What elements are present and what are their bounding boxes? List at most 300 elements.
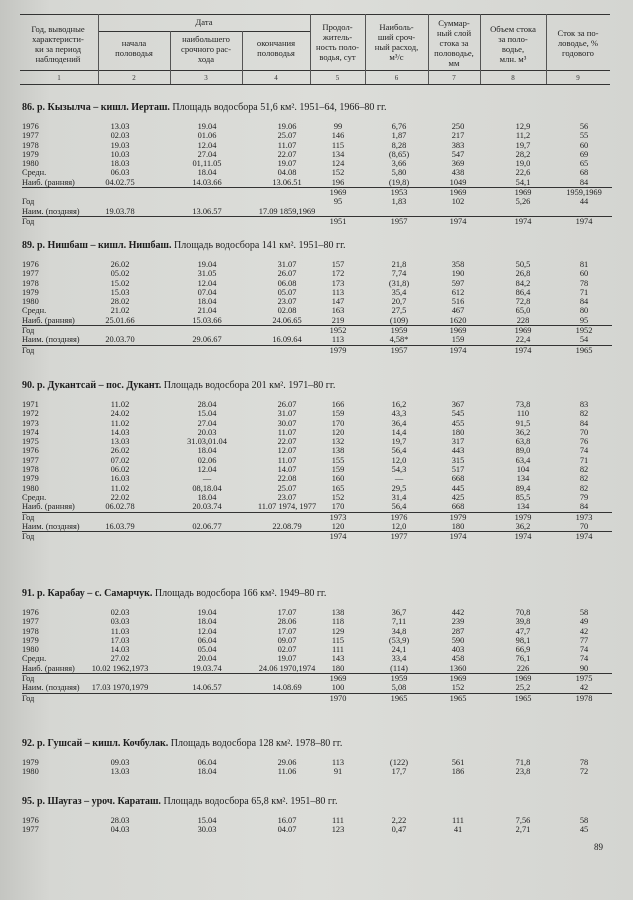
col-number: 9 [576, 74, 580, 82]
table-cell: 1959 [390, 674, 408, 684]
header-line: Наиболь- [379, 22, 414, 32]
row-label: Год [22, 326, 35, 336]
station-river: р. Карабау – с. Самарчук. [37, 588, 153, 599]
table-row [22, 456, 612, 465]
table-cell: 22.02 [110, 492, 130, 502]
table-cell: 28.06 [277, 617, 297, 627]
table-cell: 155 [331, 455, 345, 465]
row-label: 1979 [22, 287, 39, 297]
header-line: водья, сут [319, 52, 356, 62]
table-cell: 226 [516, 663, 530, 673]
table-row [22, 122, 612, 131]
table-cell: 1620 [449, 315, 467, 325]
row-label: 1980 [22, 767, 39, 777]
station-river: р. Дукантсай – пос. Дукант. [37, 380, 162, 391]
station-section [22, 240, 612, 355]
table-cell: 17.07 [277, 608, 297, 617]
row-label: 1977 [22, 617, 39, 627]
table-cell: 134 [516, 502, 530, 512]
table-cell: 12.04 [197, 278, 217, 288]
table-row [22, 446, 612, 455]
row-label: 1980 [22, 483, 39, 493]
table-cell: 1974 [449, 345, 467, 355]
table-cell: 66,9 [515, 645, 531, 655]
table-cell: 24.02 [110, 409, 130, 419]
header-line: годового [562, 48, 594, 58]
station-number: 92. [22, 738, 35, 749]
header-line: половодья [115, 48, 153, 58]
header-line: млн. м³ [499, 54, 527, 64]
table-cell: 12.04 [197, 140, 217, 150]
table-cell: 84 [579, 418, 589, 428]
table-cell: 11.07 1974, 1977 [257, 502, 317, 512]
table-cell: 91,5 [515, 418, 531, 428]
table-cell: 547 [451, 149, 465, 159]
table-cell: 134 [516, 474, 530, 484]
table-cell: 13.03 [110, 767, 130, 777]
table-cell: 1959,1969 [566, 188, 602, 198]
table-row [22, 187, 612, 197]
table-cell: 26.07 [277, 269, 297, 279]
header-date-group: Дата [195, 17, 213, 27]
table-cell: 19,7 [391, 437, 407, 447]
table-cell: 11.07 [277, 427, 297, 437]
station-title [22, 738, 612, 750]
table-cell: 65,0 [515, 306, 531, 316]
page-number: 89 [594, 842, 603, 852]
table-cell: 597 [451, 278, 465, 288]
date-group-rule [98, 31, 310, 32]
table-cell: 72,8 [515, 297, 531, 307]
table-cell: 19.06 [277, 122, 297, 131]
table-cell: 1974 [449, 216, 467, 226]
table-cell: 612 [451, 287, 465, 297]
table-row [22, 767, 612, 776]
table-cell: 31,4 [391, 492, 407, 502]
table-cell: 45 [579, 825, 589, 835]
table-cell: 02.07 [277, 645, 297, 655]
table-cell: 110 [516, 409, 530, 419]
table-cell: 89,4 [515, 483, 531, 493]
station-number: 90. [22, 380, 35, 391]
table-cell: 24,1 [391, 645, 407, 655]
header-line: ловодье, % [557, 38, 599, 48]
table-cell: 172 [331, 269, 345, 279]
table-cell: 25,2 [515, 683, 531, 693]
row-label: 1979 [22, 758, 39, 767]
col-number: 2 [132, 74, 136, 82]
row-label: 1978 [22, 465, 39, 475]
table-cell: 31.07 [277, 260, 297, 269]
table-cell: 1973 [329, 512, 347, 522]
table-cell: 22.08.79 [272, 521, 302, 531]
table-cell: 31.05 [197, 269, 217, 279]
table-cell: 11.03 [110, 626, 130, 636]
header-line: Объем стока [490, 24, 536, 34]
table-cell: 104 [516, 465, 530, 475]
table-cell: (19,8) [388, 177, 410, 187]
station-section [22, 796, 612, 835]
table-cell: 13.06.51 [272, 177, 302, 187]
table-cell: 82 [579, 465, 589, 475]
table-row [22, 654, 612, 663]
table-cell: 7,11 [391, 617, 407, 627]
table-cell: 668 [451, 502, 465, 512]
station-info: Площадь водосбора 141 км². 1951–80 гг. [174, 240, 346, 251]
table-cell: 1976 [390, 512, 408, 522]
station-title [22, 102, 612, 114]
col-number: 1 [57, 74, 61, 82]
table-cell: 11.02 [110, 400, 130, 409]
table-cell: 63,4 [515, 455, 531, 465]
table-row [22, 617, 612, 626]
row-label: 1973 [22, 418, 39, 428]
header-line: ший сроч- [377, 32, 416, 42]
table-cell: 28.02 [110, 297, 130, 307]
station-section [22, 588, 612, 703]
table-cell: 73,8 [515, 400, 531, 409]
table-cell: 1965 [449, 693, 467, 703]
table-cell: 98,1 [515, 635, 531, 645]
table-cell: 170 [331, 502, 345, 512]
table-cell: 20.03 [197, 427, 217, 437]
table-cell: 28.03 [110, 816, 130, 825]
table-cell: 19.03 [110, 140, 130, 150]
table-row [22, 279, 612, 288]
table-cell: 12,9 [515, 122, 531, 131]
table-cell: 06.04 [197, 758, 217, 767]
table-cell: 1969 [514, 188, 532, 198]
header-bottom-rule [20, 70, 610, 71]
row-label: 1975 [22, 437, 39, 447]
table-cell: 455 [451, 418, 465, 428]
table-cell: 16.03.79 [105, 521, 135, 531]
row-label: 1972 [22, 409, 39, 419]
table-cell: 70 [579, 521, 589, 531]
table-cell: 39,8 [515, 617, 531, 627]
row-label: 1977 [22, 269, 39, 279]
table-row [22, 216, 612, 226]
table-cell: 1965 [390, 693, 408, 703]
row-label: Наиб. (ранняя) [22, 315, 75, 325]
table-cell: 31.07 [277, 409, 297, 419]
table-cell: 55 [579, 131, 589, 141]
row-label: 1978 [22, 626, 39, 636]
table-cell: 36,7 [391, 608, 407, 617]
table-cell: 02.08 [277, 306, 297, 316]
table-cell: 19.03.78 [105, 206, 135, 216]
table-cell: 443 [451, 446, 465, 456]
table-cell: 166 [331, 400, 345, 409]
table-row [22, 197, 612, 206]
table-cell: 27.04 [197, 418, 217, 428]
table-cell: 358 [451, 260, 465, 269]
table-cell: 369 [451, 159, 465, 169]
row-label: Наиб. (ранняя) [22, 502, 75, 512]
table-cell: 17.09 1859,1969 [258, 206, 316, 216]
table-cell: 47,7 [515, 626, 531, 636]
table-cell: 22.07 [277, 437, 297, 447]
header-line: м³/с [389, 52, 404, 62]
table-cell: 23.07 [277, 297, 297, 307]
table-cell: 14.07 [277, 465, 297, 475]
table-cell: 18.04 [197, 297, 217, 307]
table-cell: 02.06 [197, 455, 217, 465]
header-line: характеристи- [32, 34, 84, 44]
table-cell: 09.07 [277, 635, 297, 645]
table-cell: 54,3 [391, 465, 407, 475]
table-cell: 1969 [514, 326, 532, 336]
col-number: 7 [452, 74, 456, 82]
table-cell: 79 [579, 492, 589, 502]
header-line: стока за [439, 38, 469, 48]
table-cell: 1,87 [391, 131, 407, 141]
row-label: Средн. [22, 492, 47, 502]
table-cell: 1974 [329, 532, 347, 542]
table-cell: 26.07 [277, 400, 297, 409]
table-cell: 03.03 [110, 617, 130, 627]
table-cell: 22.07 [277, 149, 297, 159]
table-cell: 28,2 [515, 149, 531, 159]
table-cell: 65 [579, 159, 589, 169]
header-number-rule [20, 84, 610, 85]
station-number: 86. [22, 102, 35, 113]
table-cell: 26.02 [110, 446, 130, 456]
table-cell: 1969 [514, 674, 532, 684]
table-cell: 15.04 [197, 409, 217, 419]
table-cell: 26.02 [110, 260, 130, 269]
table-cell: 04.03 [110, 825, 130, 835]
table-cell: 315 [451, 455, 465, 465]
table-row [22, 325, 612, 335]
row-label: 1976 [22, 260, 39, 269]
table-cell: 19.03.74 [192, 663, 222, 673]
table-cell: 517 [451, 465, 465, 475]
table-cell: 147 [331, 297, 345, 307]
table-cell: 05.04 [197, 645, 217, 655]
table-cell: 152 [331, 168, 345, 178]
row-label: 1974 [22, 427, 39, 437]
table-cell: 458 [451, 654, 465, 664]
table-cell: 09.03 [110, 758, 130, 767]
table-cell: 74 [579, 654, 589, 664]
table-header [20, 14, 610, 94]
table-cell: 33,4 [391, 654, 407, 664]
table-cell: — [202, 474, 212, 484]
station-number: 95. [22, 796, 35, 807]
table-cell: 367 [451, 400, 465, 409]
table-row [22, 437, 612, 446]
table-cell: 5,80 [391, 168, 407, 178]
table-cell: 70 [579, 427, 589, 437]
table-cell: 317 [451, 437, 465, 447]
table-cell: 84 [579, 502, 589, 512]
table-cell: 36,4 [391, 418, 407, 428]
table-cell: 21.02 [110, 306, 130, 316]
table-cell: 77 [579, 635, 589, 645]
table-cell: 219 [331, 315, 345, 325]
row-label: 1978 [22, 278, 39, 288]
table-cell: 18.04 [197, 617, 217, 627]
table-cell: 118 [331, 617, 345, 627]
table-cell: 1974 [514, 532, 532, 542]
table-row [22, 465, 612, 474]
table-cell: 06.03 [110, 168, 130, 178]
table-cell: 12.04 [197, 626, 217, 636]
table-cell: 1957 [390, 345, 408, 355]
table-cell: 0,47 [391, 825, 407, 835]
header-col9 [546, 28, 610, 58]
header-col8 [480, 24, 546, 64]
table-row [22, 502, 612, 511]
table-cell: 17.07 [277, 626, 297, 636]
table-cell: (8,65) [388, 149, 410, 159]
station-table [22, 400, 612, 541]
table-cell: 01,11.05 [192, 159, 222, 169]
row-label: 1976 [22, 608, 39, 617]
table-cell: 115 [331, 140, 345, 150]
table-cell: 06.08 [277, 278, 297, 288]
table-cell: 27,5 [391, 306, 407, 316]
table-cell: 27.02 [110, 654, 130, 664]
table-cell: 80 [579, 306, 589, 316]
table-cell: 56,4 [391, 446, 407, 456]
table-cell: 173 [331, 278, 345, 288]
table-cell: 70,8 [515, 608, 531, 617]
header-col4 [242, 38, 310, 58]
station-river: р. Гушсай – кишл. Кочбулак. [37, 738, 169, 749]
table-cell: 83 [579, 400, 589, 409]
table-cell: 18.04 [197, 168, 217, 178]
table-cell: 71 [579, 287, 589, 297]
table-cell: 16.09.64 [272, 335, 302, 345]
table-cell: 8,28 [391, 140, 407, 150]
table-cell: 2,22 [391, 816, 407, 825]
table-cell: 81 [579, 260, 589, 269]
table-cell: 27.04 [197, 149, 217, 159]
table-cell: 06.04 [197, 635, 217, 645]
table-cell: 1969 [329, 188, 347, 198]
table-row [22, 645, 612, 654]
station-section [22, 102, 612, 226]
table-cell: 19,7 [515, 140, 531, 150]
table-cell: 10.03 [110, 149, 130, 159]
header-line: Сток за по- [557, 28, 599, 38]
table-cell: 16.07 [277, 816, 297, 825]
row-label: Год [22, 197, 35, 207]
table-cell: 7,56 [515, 816, 531, 825]
table-cell: 21,8 [391, 260, 407, 269]
table-cell: 5,08 [391, 683, 407, 693]
table-cell: 84,2 [515, 278, 531, 288]
table-cell: 90 [579, 663, 589, 673]
table-cell: 180 [451, 521, 465, 531]
table-cell: 561 [451, 758, 465, 767]
table-cell: 1957 [390, 216, 408, 226]
station-number: 89. [22, 240, 35, 251]
station-info: Площадь водосбора 51,6 км². 1951–64, 1966–80 гг. [172, 102, 387, 113]
table-cell: 383 [451, 140, 465, 150]
table-cell: 102 [451, 197, 465, 207]
table-cell: 04.07 [277, 825, 297, 835]
table-cell: 250 [451, 122, 465, 131]
table-cell: 1975 [575, 674, 593, 684]
table-row [22, 168, 612, 177]
table-row [22, 493, 612, 502]
table-cell: 50,5 [515, 260, 531, 269]
table-cell: 42 [579, 626, 589, 636]
header-line: наибольшего [182, 34, 230, 44]
table-cell: 15.04 [197, 816, 217, 825]
table-cell: 19.04 [197, 608, 217, 617]
table-cell: 19,0 [515, 159, 531, 169]
table-cell: 11.02 [110, 418, 130, 428]
table-cell: (114) [390, 663, 408, 673]
table-cell: 30.03 [197, 825, 217, 835]
table-cell: 113 [331, 287, 345, 297]
header-line: водье, [501, 44, 525, 54]
table-cell: 146 [331, 131, 345, 141]
table-cell: 111 [452, 816, 464, 825]
table-cell: 132 [331, 437, 345, 447]
header-line: окончания [256, 38, 296, 48]
table-row [22, 816, 612, 825]
table-cell: 239 [451, 617, 465, 627]
table-cell: 1974 [514, 345, 532, 355]
table-cell: 1979 [449, 512, 467, 522]
row-label: 1980 [22, 159, 39, 169]
table-cell: 190 [451, 269, 465, 279]
station-section [22, 738, 612, 777]
table-row [22, 178, 612, 187]
table-cell: 12,0 [391, 455, 407, 465]
table-row [22, 428, 612, 437]
table-cell: 1952 [329, 326, 347, 336]
table-row [22, 335, 612, 344]
table-cell: 06.02 [110, 465, 130, 475]
table-cell: 590 [451, 635, 465, 645]
header-line: половодья [257, 48, 295, 58]
table-cell: 25.07 [277, 131, 297, 141]
table-row [22, 207, 612, 216]
table-cell: 120 [331, 521, 345, 531]
table-cell: 25.01.66 [105, 315, 135, 325]
table-row [22, 608, 612, 617]
table-cell: 425 [451, 492, 465, 502]
table-row [22, 306, 612, 315]
table-cell: 24.06.65 [272, 315, 302, 325]
table-cell: (53,9) [388, 635, 410, 645]
table-cell: 115 [331, 635, 345, 645]
table-cell: (122) [389, 758, 409, 767]
row-label: 1979 [22, 149, 39, 159]
row-label: Наим. (поздняя) [22, 683, 80, 693]
table-row [22, 159, 612, 168]
table-cell: 82 [579, 474, 589, 484]
table-row [22, 409, 612, 418]
table-cell: 1360 [449, 663, 467, 673]
table-cell: 19.04 [197, 122, 217, 131]
table-cell: 287 [451, 626, 465, 636]
table-cell: (31,8) [388, 278, 410, 288]
header-line: Продол- [322, 22, 353, 32]
station-river: р. Шаугаз – уроч. Караташ. [37, 796, 161, 807]
table-cell: 11.02 [110, 483, 130, 493]
col-number: 8 [511, 74, 515, 82]
table-cell: 180 [331, 663, 345, 673]
table-cell: 1959 [390, 326, 408, 336]
table-row [22, 636, 612, 645]
